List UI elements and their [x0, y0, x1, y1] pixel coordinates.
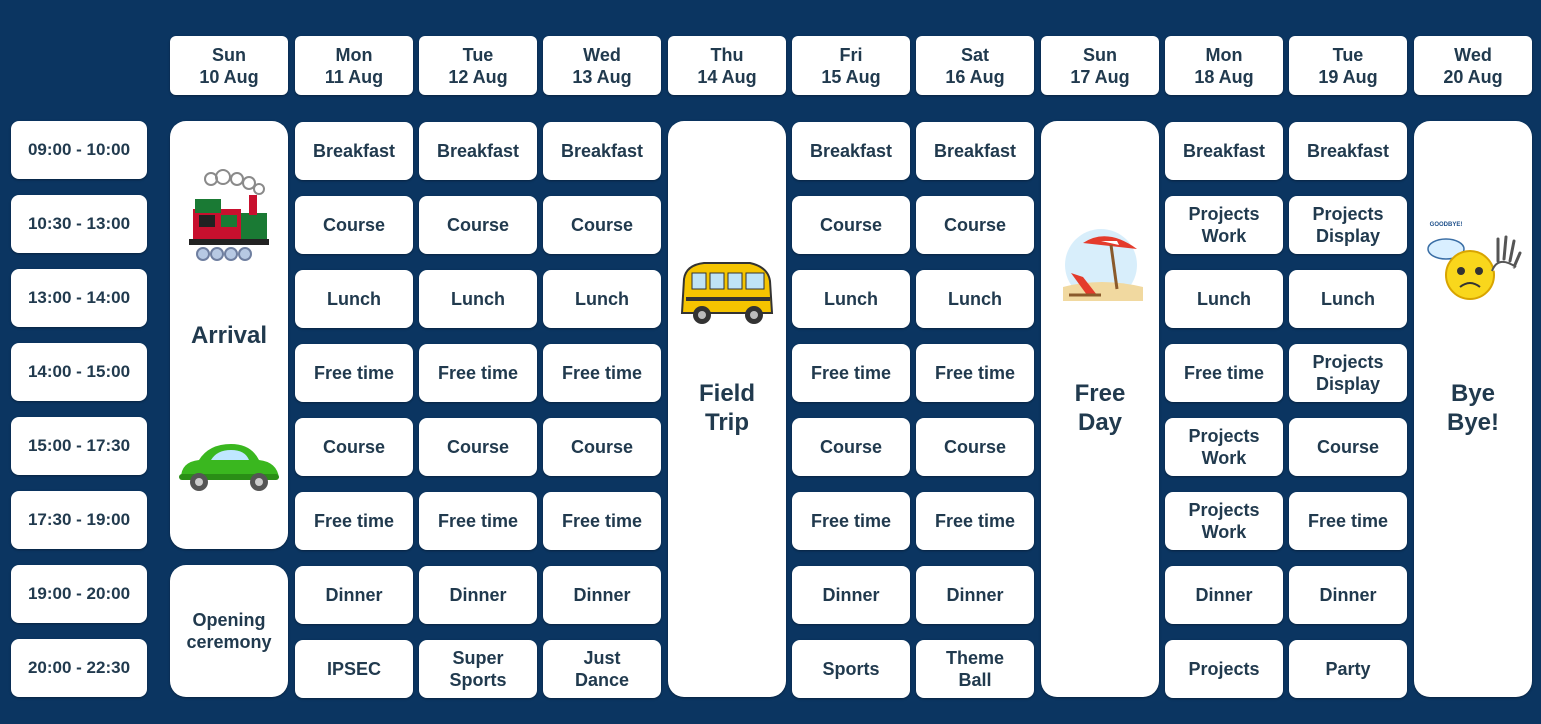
- day-date: 15 Aug: [821, 66, 881, 87]
- activity-mon11-2: Lunch: [295, 270, 413, 328]
- activity-mon18-0: Breakfast: [1165, 122, 1283, 180]
- time-slot-0: 09:00 - 10:00: [11, 121, 147, 179]
- day-name: Tue: [462, 44, 494, 65]
- day-name: Sun: [1083, 44, 1117, 65]
- activity-tue12-2: Lunch: [419, 270, 537, 328]
- activity-mon11-6: Dinner: [295, 566, 413, 624]
- day-name: Tue: [1332, 44, 1364, 65]
- time-slot-5: 17:30 - 19:00: [11, 491, 147, 549]
- day-header-8: [1165, 36, 1283, 95]
- beach-umbrella-icon: [1057, 207, 1147, 283]
- time-slot-4: 15:00 - 17:30: [11, 417, 147, 475]
- arrival-label: Arrival: [190, 322, 268, 349]
- train-icon: [185, 147, 275, 243]
- day-header-6: [916, 36, 1034, 95]
- activity-sat16-3: Free time: [916, 344, 1034, 402]
- activity-tue12-5: Free time: [419, 492, 537, 550]
- bye-bye-label: Bye Bye!: [1446, 380, 1500, 436]
- activity-mon11-4: Course: [295, 418, 413, 476]
- activity-sat16-6: Dinner: [916, 566, 1034, 624]
- activity-sat16-4: Course: [916, 418, 1034, 476]
- school-bus-icon: [678, 237, 776, 309]
- activity-wed13-1: Course: [543, 196, 661, 254]
- day-date: 13 Aug: [572, 66, 632, 87]
- activity-mon18-7: Projects: [1165, 640, 1283, 698]
- activity-mon11-0: Breakfast: [295, 122, 413, 180]
- day-date: 10 Aug: [199, 66, 259, 87]
- free-day-label: Free Day: [1074, 380, 1126, 436]
- activity-mon18-5: Projects Work: [1165, 492, 1283, 550]
- time-slot-2: 13:00 - 14:00: [11, 269, 147, 327]
- activity-fri15-3: Free time: [792, 344, 910, 402]
- activity-mon11-7: IPSEC: [295, 640, 413, 698]
- activity-fri15-6: Dinner: [792, 566, 910, 624]
- activity-wed13-3: Free time: [543, 344, 661, 402]
- field-trip-card: [668, 121, 786, 697]
- activity-tue19-5: Free time: [1289, 492, 1407, 550]
- time-slot-1: 10:30 - 13:00: [11, 195, 147, 253]
- time-slot-6: 19:00 - 20:00: [11, 565, 147, 623]
- day-header-1: [295, 36, 413, 95]
- activity-sat16-2: Lunch: [916, 270, 1034, 328]
- activity-tue19-4: Course: [1289, 418, 1407, 476]
- day-header-2: [419, 36, 537, 95]
- activity-wed13-7: Just Dance: [543, 640, 661, 698]
- day-date: 17 Aug: [1070, 66, 1130, 87]
- day-name: Thu: [710, 44, 744, 65]
- day-header-4: [668, 36, 786, 95]
- bye-bye-card: [1414, 121, 1532, 697]
- goodbye-smiley-icon: [1426, 209, 1522, 281]
- activity-tue12-6: Dinner: [419, 566, 537, 624]
- activity-tue19-3: Projects Display: [1289, 344, 1407, 402]
- activity-tue19-7: Party: [1289, 640, 1407, 698]
- activity-wed13-2: Lunch: [543, 270, 661, 328]
- activity-tue12-7: Super Sports: [419, 640, 537, 698]
- day-name: Wed: [1454, 44, 1492, 65]
- activity-tue12-4: Course: [419, 418, 537, 476]
- activity-tue12-0: Breakfast: [419, 122, 537, 180]
- activity-mon18-3: Free time: [1165, 344, 1283, 402]
- day-name: Fri: [839, 44, 863, 65]
- day-header-3: [543, 36, 661, 95]
- activity-sat16-1: Course: [916, 196, 1034, 254]
- activity-fri15-1: Course: [792, 196, 910, 254]
- activity-mon18-1: Projects Work: [1165, 196, 1283, 254]
- time-slot-7: 20:00 - 22:30: [11, 639, 147, 697]
- day-header-9: [1289, 36, 1407, 95]
- day-date: 12 Aug: [448, 66, 508, 87]
- day-name: Mon: [335, 44, 373, 65]
- activity-tue12-1: Course: [419, 196, 537, 254]
- day-date: 16 Aug: [945, 66, 1005, 87]
- activity-sat16-7: Theme Ball: [916, 640, 1034, 698]
- day-header-5: [792, 36, 910, 95]
- activity-fri15-5: Free time: [792, 492, 910, 550]
- activity-mon11-1: Course: [295, 196, 413, 254]
- activity-wed13-4: Course: [543, 418, 661, 476]
- activity-mon18-2: Lunch: [1165, 270, 1283, 328]
- day-date: 11 Aug: [324, 66, 384, 87]
- activity-sat16-0: Breakfast: [916, 122, 1034, 180]
- activity-sat16-5: Free time: [916, 492, 1034, 550]
- day-date: 18 Aug: [1194, 66, 1254, 87]
- day-date: 20 Aug: [1443, 66, 1503, 87]
- activity-mon18-6: Dinner: [1165, 566, 1283, 624]
- activity-fri15-4: Course: [792, 418, 910, 476]
- arrival-card: [170, 121, 288, 549]
- day-header-7: [1041, 36, 1159, 95]
- activity-tue19-1: Projects Display: [1289, 196, 1407, 254]
- day-name: Mon: [1205, 44, 1243, 65]
- activity-wed13-0: Breakfast: [543, 122, 661, 180]
- day-date: 19 Aug: [1318, 66, 1378, 87]
- day-header-0: [170, 36, 288, 95]
- day-name: Wed: [583, 44, 621, 65]
- goodbye-bubble-text: GOODBYE!: [1429, 222, 1463, 228]
- activity-tue19-0: Breakfast: [1289, 122, 1407, 180]
- activity-mon11-5: Free time: [295, 492, 413, 550]
- activity-fri15-0: Breakfast: [792, 122, 910, 180]
- opening-ceremony-card: Opening ceremony: [170, 565, 288, 697]
- field-trip-label: Field Trip: [698, 380, 755, 436]
- activity-mon11-3: Free time: [295, 344, 413, 402]
- day-name: Sun: [212, 44, 246, 65]
- activity-fri15-2: Lunch: [792, 270, 910, 328]
- day-name: Sat: [960, 44, 989, 65]
- activity-fri15-7: Sports: [792, 640, 910, 698]
- activity-tue12-3: Free time: [419, 344, 537, 402]
- activity-wed13-5: Free time: [543, 492, 661, 550]
- activity-wed13-6: Dinner: [543, 566, 661, 624]
- day-header-10: [1414, 36, 1532, 95]
- day-date: 14 Aug: [697, 66, 757, 87]
- free-day-card: [1041, 121, 1159, 697]
- time-slot-3: 14:00 - 15:00: [11, 343, 147, 401]
- car-icon: [175, 418, 283, 470]
- activity-tue19-6: Dinner: [1289, 566, 1407, 624]
- activity-tue19-2: Lunch: [1289, 270, 1407, 328]
- activity-mon18-4: Projects Work: [1165, 418, 1283, 476]
